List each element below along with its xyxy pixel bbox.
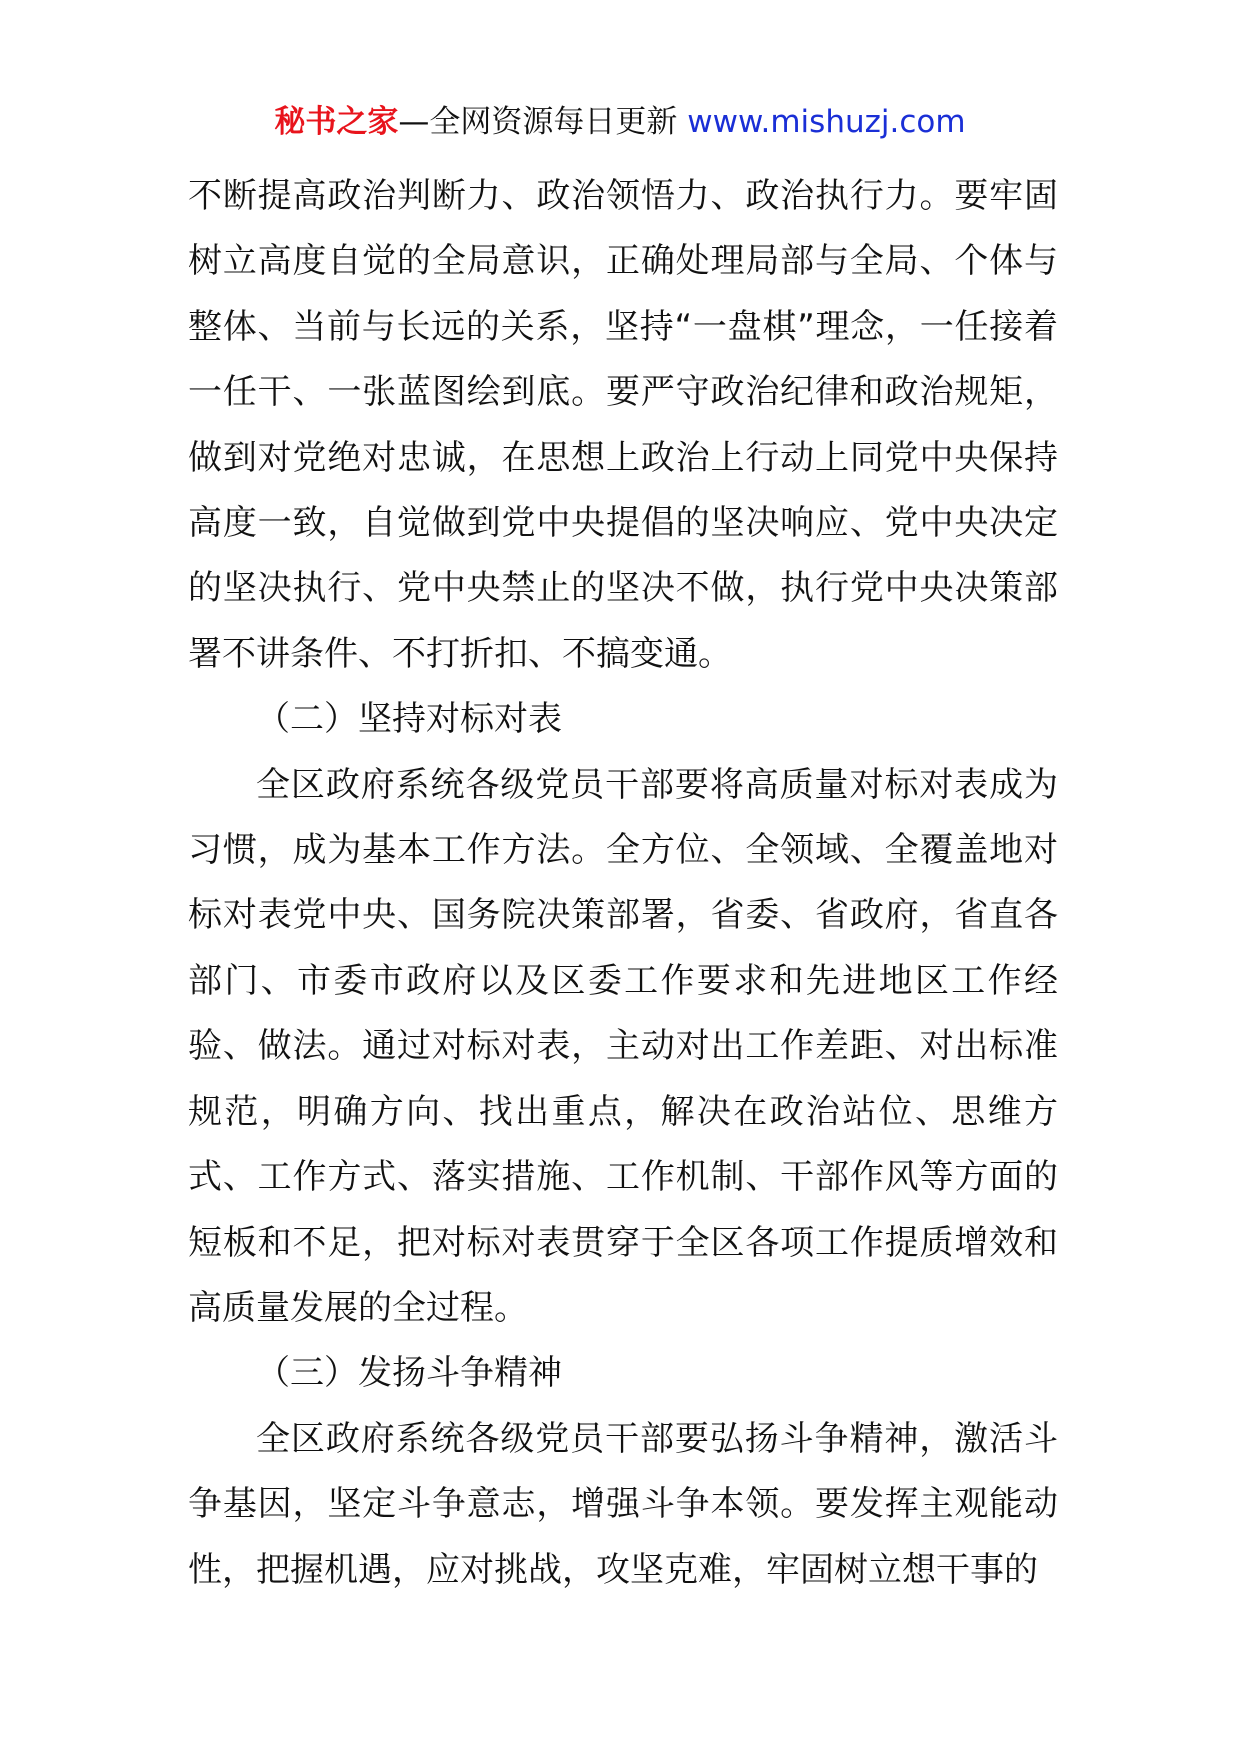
- paragraph-section-2: 全区政府系统各级党员干部要将高质量对标对表成为习惯，成为基本工作方法。全方位、全领域、全覆盖地对标对表党中央、国务院决策部署，省委、省政府，省直各部门、市委市政府以及区委工作要求和先进地区工作经验、做法。通过对标对表，主动对出工作差距、对出标准规范，明确方向、找出重点，解决在政治站位、思维方式、工作方式、落实措施、工作机制、干部作风等方面的短板和不足，把对标对表贯穿于全区各项工作提质增效和高质量发展的全过程。: [188, 764, 1058, 1328]
- document-body: [188, 164, 1058, 1603]
- site-header: [0, 100, 1240, 144]
- paragraph-continued: 不断提高政治判断力、政治领悟力、政治执行力。要牢固树立高度自觉的全局意识，正确处理局部与全局、个体与整体、当前与长远的关系，坚持“一盘棋”理念，一任接着一任干、一张蓝图绘到底。要严守政治纪律和政治规矩，做到对党绝对忠诚，在思想上政治上行动上同党中央保持高度一致，自觉做到党中央提倡的坚决响应、党中央决定的坚决执行、党中央禁止的坚决不做，执行党中央决策部署不讲条件、不打折扣、不搞变通。: [188, 176, 1058, 674]
- header-tagline: —全网资源每日更新: [398, 104, 678, 140]
- brand-name: 秘书之家: [274, 104, 399, 140]
- section-heading-2: （二）坚持对标对表: [256, 699, 562, 740]
- section-heading-3: （三）发扬斗争精神: [256, 1353, 562, 1394]
- paragraph-section-3: 全区政府系统各级党员干部要弘扬斗争精神，激活斗争基因，坚定斗争意志，增强斗争本领。要发挥主观能动性，把握机遇，应对挑战，攻坚克难，牢固树立想干事的: [188, 1418, 1058, 1590]
- website-link[interactable]: www.mishuzj.com: [687, 104, 966, 140]
